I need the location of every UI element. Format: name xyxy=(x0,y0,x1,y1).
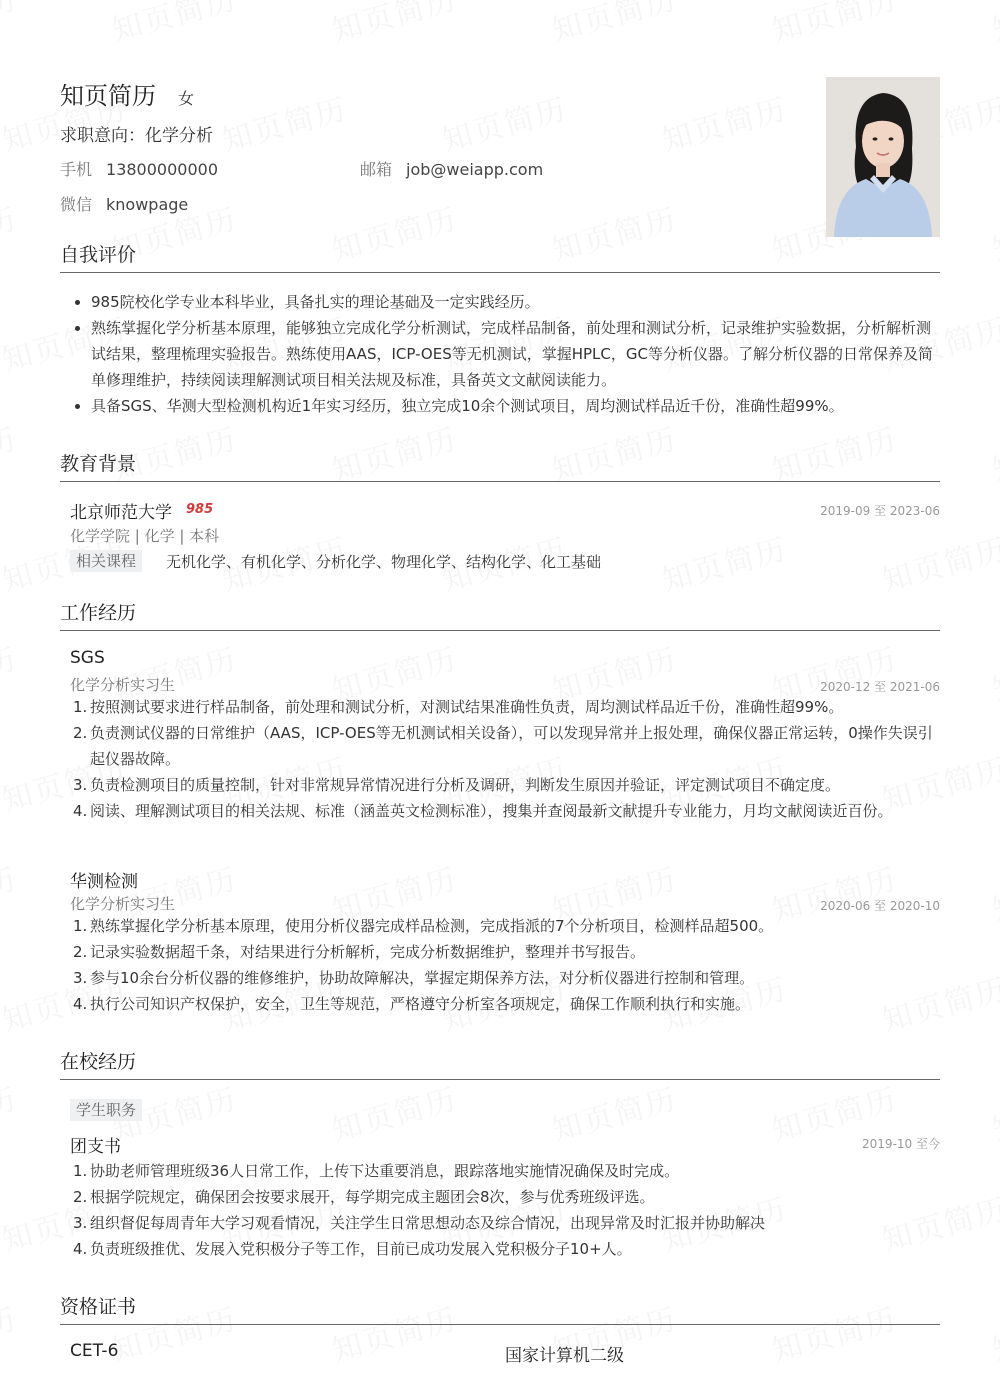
section-divider xyxy=(60,630,940,631)
list-item: 3. 负责检测项目的质量控制，针对非常规异常情况进行分析及调研，判断发生原因并验证，评定测试项目不确定度。 xyxy=(73,776,841,794)
section-divider xyxy=(60,481,940,482)
section-divider xyxy=(60,1324,940,1325)
section-title-education: 教育背景 xyxy=(60,453,137,475)
list-item: 3. 组织督促每周青年大学习观看情况，关注学生日常思想动态及综合情况，出现异常及时汇报并协助解决 xyxy=(73,1214,766,1232)
profile-photo xyxy=(826,77,940,237)
job-duties-list xyxy=(73,913,935,1017)
courses-list: 无机化学、有机化学、分析化学、物理化学、结构化学、化工基础 xyxy=(166,553,602,571)
school-name: 北京师范大学 xyxy=(70,503,172,523)
section-title-certs: 资格证书 xyxy=(60,1296,137,1318)
phone-value: 13800000000 xyxy=(106,160,218,179)
email-row xyxy=(360,157,543,180)
job-date: 2020-06 至 2020-10 xyxy=(820,899,940,913)
section-title-work: 工作经历 xyxy=(60,602,137,624)
section-title-campus: 在校经历 xyxy=(60,1051,137,1073)
email-label: 邮箱 xyxy=(360,160,393,179)
list-item: 1. 按照测试要求进行样品制备，前处理和测试分析，对测试结果准确性负责，周均测试样品近千份，准确性超99%。 xyxy=(73,698,844,716)
section-title-self-eval: 自我评价 xyxy=(60,244,137,266)
wechat-row xyxy=(60,192,188,215)
campus-date: 2019-10 至今 xyxy=(862,1137,940,1151)
campus-position: 团支书 xyxy=(70,1137,121,1157)
education-detail: 化学学院 | 化学 | 本科 xyxy=(70,527,220,545)
list-item: 4. 负责班级推优、发展入党积极分子等工作，目前已成功发展入党积极分子10+人。 xyxy=(73,1240,632,1258)
job-role: 化学分析实习生 xyxy=(70,895,176,913)
courses-label: 相关课程 xyxy=(70,550,142,572)
company-name: 华测检测 xyxy=(70,872,138,892)
list-item: 1. 协助老师管理班级36人日常工作，上传下达重要消息，跟踪落地实施情况确保及时完成。 xyxy=(73,1162,680,1180)
campus-duties-list xyxy=(73,1158,935,1262)
list-item: 3. 参与10余台分析仪器的维修维护，协助故障解决，掌握定期保养方法，对分析仪器进行控制和管理。 xyxy=(73,969,755,987)
wechat-value: knowpage xyxy=(106,195,189,214)
candidate-name: 知页简历 xyxy=(60,82,156,110)
cert-item: 国家计算机二级 xyxy=(505,1346,624,1366)
education-date: 2019-09 至 2023-06 xyxy=(820,504,940,518)
list-item: 985院校化学专业本科毕业，具备扎实的理论基础及一定实践经历。 xyxy=(73,289,943,315)
phone-row xyxy=(60,157,218,180)
self-eval-list xyxy=(73,289,943,419)
job-role: 化学分析实习生 xyxy=(70,676,176,694)
candidate-gender: 女 xyxy=(178,89,195,108)
list-item: 2. 负责测试仪器的日常维护（AAS，ICP-OES等无机测试相关设备），可以发现异常并上报处理，确保仪器正常运转，0操作失误引起仪器故障。 xyxy=(73,724,933,768)
cert-item: CET-6 xyxy=(70,1341,119,1361)
portrait-image xyxy=(826,77,940,237)
phone-label: 手机 xyxy=(60,160,93,179)
job-duties-list xyxy=(73,694,935,824)
list-item: 2. 记录实验数据超千条，对结果进行分析解析，完成分析数据维护，整理并书写报告。 xyxy=(73,943,646,961)
campus-tag: 学生职务 xyxy=(70,1099,142,1121)
list-item: 4. 阅读、理解测试项目的相关法规、标准（涵盖英文检测标准），搜集并查阅最新文献提升专业能力，月均文献阅读近百份。 xyxy=(73,802,893,820)
email-value: job@weiapp.com xyxy=(406,160,544,179)
list-item: 2. 根据学院规定，确保团会按要求展开，每学期完成主题团会8次，参与优秀班级评选。 xyxy=(73,1188,655,1206)
list-item: 熟练掌握化学分析基本原理，能够独立完成化学分析测试，完成样品制备，前处理和测试分析，记录维护实验数据，分析解析测试结果，整理梳理实验报告。熟练使用AAS，ICP-OES等无机测试，掌握HPLC，GC等分析仪器。了解分析仪器的日常保养及简单修理维护，持续阅读理解测试项目相关法规及标准，具备英文文献阅读能力。 xyxy=(73,315,943,393)
job-intent: 求职意向：化学分析 xyxy=(60,126,213,146)
job-date: 2020-12 至 2021-06 xyxy=(820,680,940,694)
list-item: 4. 执行公司知识产权保护，安全，卫生等规范，严格遵守分析室各项规定，确保工作顺利执行和实施。 xyxy=(73,995,751,1013)
list-item: 具备SGS、华测大型检测机构近1年实习经历，独立完成10余个测试项目，周均测试样品近千份，准确性超99%。 xyxy=(73,393,943,419)
wechat-label: 微信 xyxy=(60,195,93,214)
section-divider xyxy=(60,272,940,273)
company-name: SGS xyxy=(70,648,105,668)
section-divider xyxy=(60,1079,940,1080)
school-badge: 985 xyxy=(186,502,214,517)
list-item: 1. 熟练掌握化学分析基本原理，使用分析仪器完成样品检测，完成指派的7个分析项目，检测样品超500。 xyxy=(73,917,774,935)
